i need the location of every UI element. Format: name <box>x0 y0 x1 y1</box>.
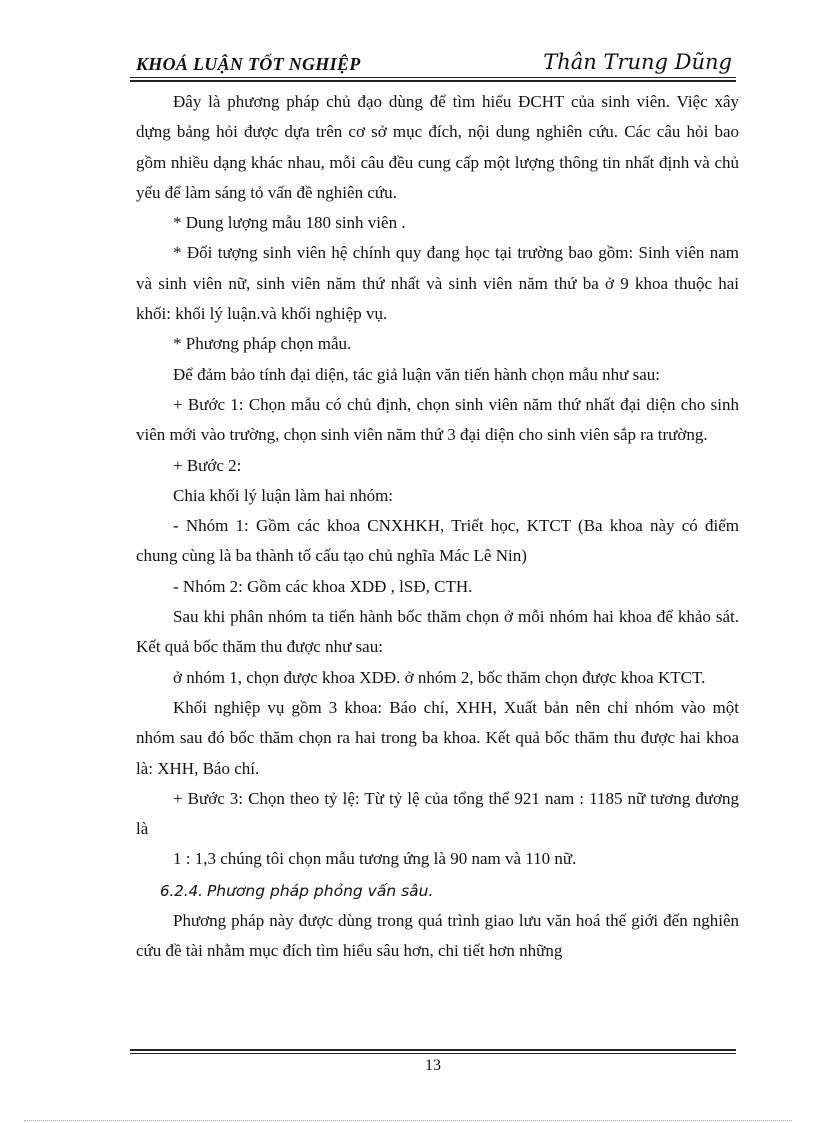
paragraph: Phương pháp này được dùng trong quá trình giao lưu văn hoá thế giới đến nghiên cứu đề tài nhằm mục đích tìm hiểu sâu hơn, chi tiết hơn những <box>136 911 739 961</box>
page-edge-dots <box>24 1120 792 1121</box>
header-rule <box>130 77 736 78</box>
page-number: 13 <box>425 1057 441 1074</box>
paragraph: - Nhóm 1: Gồm các khoa CNXHKH, Triết học, KTCT (Ba khoa này có điểm chung cùng là ba thành tố cấu tạo chủ nghĩa Mác Lê Nin) <box>136 516 739 566</box>
paragraph: * Dung lượng mẫu 180 sinh viên . <box>173 213 406 233</box>
section-title: Phương pháp phỏng vấn sâu. <box>206 881 434 900</box>
footer-rule <box>130 1053 736 1054</box>
paragraph: 1 : 1,3 chúng tôi chọn mẫu tương ứng là 90 nam và 110 nữ. <box>173 849 577 869</box>
author-name: Thân Trung Dũng <box>543 50 732 74</box>
paragraph: Sau khi phân nhóm ta tiến hành bốc thăm chọn ở mỗi nhóm hai khoa để khảo sát. Kết quả bốc thăm thu được như sau: <box>136 607 739 657</box>
paragraph: + Bước 1: Chọn mẫu có chủ định, chọn sinh viên năm thứ nhất đại diện cho sinh viên mới vào trường, chọn sinh viên năm thứ 3 đại diện cho sinh viên sắp ra trường. <box>136 394 739 445</box>
paragraph: Đây là phương pháp chủ đạo dùng để tìm hiểu ĐCHT của sinh viên. Việc xây dựng bảng hỏi được dựa trên cơ sở mục đích, nội dung nghiên cứu. Các câu hỏi bao gồm nhiều dạng khác nhau, mỗi câu đều cung cấp một lượng thông tin nhất định và chủ yếu để làm sáng tỏ vấn đề nghiên cứu. <box>136 92 739 202</box>
paragraph: Khối nghiệp vụ gồm 3 khoa: Báo chí, XHH, Xuất bản nên chỉ nhóm vào một nhóm sau đó bốc thăm chọn ra hai trong ba khoa. Kết quả bốc thăm thu được hai khoa là: XHH, Báo chí. <box>136 697 739 778</box>
paragraph: * Đối tượng sinh viên hệ chính quy đang học tại trường bao gồm: Sinh viên nam và sinh viên nữ, sinh viên năm thứ nhất và sinh viên năm thứ ba ở 9 khoa thuộc hai khối: khối lý luận.và khối nghiệp vụ. <box>136 243 739 324</box>
section-number: 6.2.4. <box>160 881 203 900</box>
section-heading <box>136 875 739 906</box>
paragraph: Để đảm bảo tính đại diện, tác giả luận văn tiến hành chọn mẫu như sau: <box>173 364 660 384</box>
paragraph: + Bước 2: <box>173 455 242 475</box>
paragraph: Chia khối lý luận làm hai nhóm: <box>173 485 394 505</box>
page-body <box>136 87 739 967</box>
paragraph: - Nhóm 2: Gồm các khoa XDĐ , lSĐ, CTH. <box>173 576 473 596</box>
paragraph: * Phương pháp chọn mẫu. <box>173 334 352 354</box>
paragraph: + Bước 3: Chọn theo tỷ lệ: Từ tỷ lệ của tổng thể 921 nam : 1185 nữ tương đương là <box>136 788 739 839</box>
paragraph: ở nhóm 1, chọn được khoa XDĐ. ở nhóm 2, bốc thăm chọn được khoa KTCT. <box>173 667 706 687</box>
thesis-title: KHOÁ LUẬN TỐT NGHIỆP <box>136 54 361 74</box>
footer-rule-double <box>130 1049 736 1051</box>
header-rule-double <box>130 80 736 82</box>
